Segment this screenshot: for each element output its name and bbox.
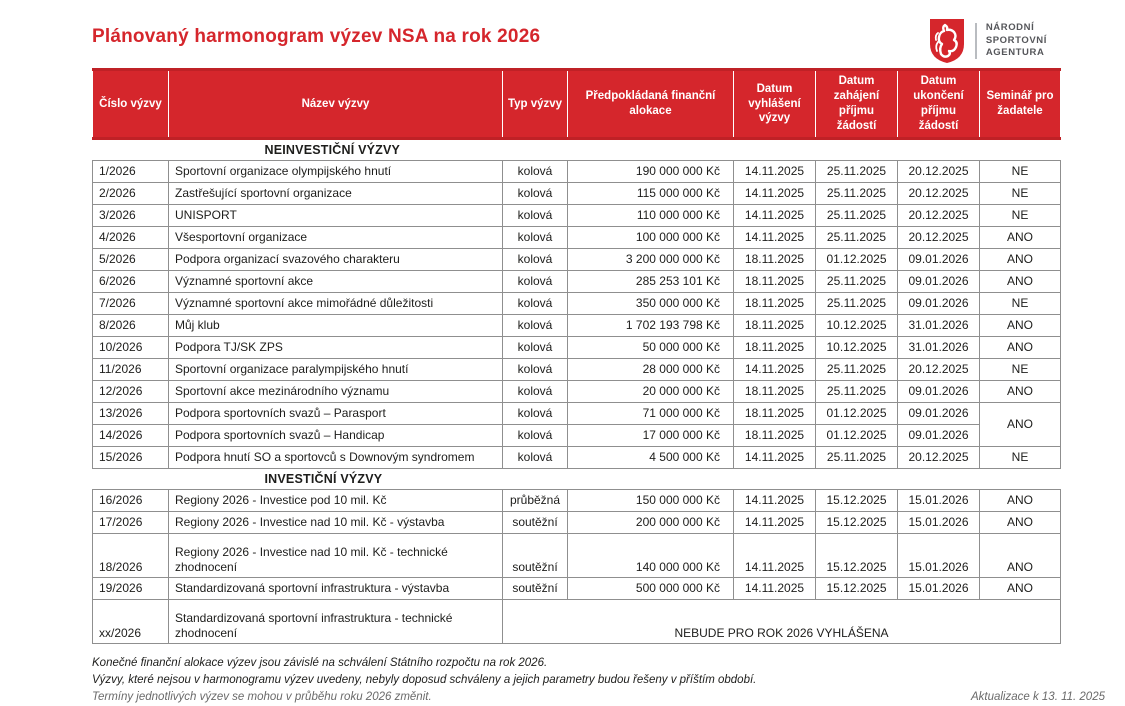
call-name: Zastřešující sportovní organizace [169, 183, 503, 205]
call-type: kolová [503, 425, 568, 447]
date-announced: 14.11.2025 [734, 161, 816, 183]
call-type: soutěžní [503, 534, 568, 578]
harmonogram-table [92, 68, 1061, 644]
call-allocation: 140 000 000 Kč [568, 534, 734, 578]
call-type: kolová [503, 359, 568, 381]
date-start: 25.11.2025 [816, 227, 898, 249]
call-name: Podpora TJ/SK ZPS [169, 337, 503, 359]
call-name: UNISPORT [169, 205, 503, 227]
nsa-logo [928, 18, 1047, 64]
call-number: 10/2026 [93, 337, 169, 359]
call-name: Regiony 2026 - Investice pod 10 mil. Kč [169, 490, 503, 512]
call-number: 18/2026 [93, 534, 169, 578]
date-end: 20.12.2025 [898, 205, 980, 227]
date-end: 09.01.2026 [898, 293, 980, 315]
col-header-datum-ukonceni: Datum ukončení příjmu žádostí [898, 70, 980, 139]
seminar-flag: ANO [980, 490, 1061, 512]
date-announced: 14.11.2025 [734, 447, 816, 469]
call-number: 4/2026 [93, 227, 169, 249]
call-name: Podpora sportovních svazů – Handicap [169, 425, 503, 447]
logo-line-2: SPORTOVNÍ [985, 34, 1047, 46]
call-type: kolová [503, 293, 568, 315]
call-allocation: 3 200 000 000 Kč [568, 249, 734, 271]
footnote-3-left: Termíny jednotlivých výzev se mohou v průběhu roku 2026 změnit. [92, 691, 432, 703]
date-announced: 18.11.2025 [734, 271, 816, 293]
date-announced: 18.11.2025 [734, 381, 816, 403]
call-type: soutěžní [503, 578, 568, 600]
date-end: 09.01.2026 [898, 249, 980, 271]
date-announced: 18.11.2025 [734, 315, 816, 337]
date-end: 20.12.2025 [898, 183, 980, 205]
seminar-flag: ANO [980, 534, 1061, 578]
col-header-typ-vyzvy: Typ výzvy [503, 70, 568, 139]
date-end: 15.01.2026 [898, 578, 980, 600]
seminar-flag: ANO [980, 381, 1061, 403]
date-start: 25.11.2025 [816, 271, 898, 293]
call-name: Sportovní organizace paralympijského hnutí [169, 359, 503, 381]
date-announced: 14.11.2025 [734, 512, 816, 534]
call-allocation: 110 000 000 Kč [568, 205, 734, 227]
call-type: soutěžní [503, 512, 568, 534]
logo-line-1: NÁRODNÍ [985, 22, 1035, 34]
call-number: 2/2026 [93, 183, 169, 205]
seminar-flag: ANO [980, 271, 1061, 293]
logo-line-3: AGENTURA [985, 47, 1045, 59]
call-name: Regiony 2026 - Investice nad 10 mil. Kč - technické zhodnocení [169, 534, 503, 578]
date-end: 15.01.2026 [898, 490, 980, 512]
date-end: 20.12.2025 [898, 161, 980, 183]
date-announced: 14.11.2025 [734, 227, 816, 249]
call-type: kolová [503, 249, 568, 271]
call-type: kolová [503, 271, 568, 293]
table-body [93, 139, 1061, 644]
date-end: 20.12.2025 [898, 447, 980, 469]
date-announced: 14.11.2025 [734, 490, 816, 512]
date-announced: 14.11.2025 [734, 183, 816, 205]
call-name: Regiony 2026 - Investice nad 10 mil. Kč - výstavba [169, 512, 503, 534]
call-allocation: 190 000 000 Kč [568, 161, 734, 183]
date-announced: 18.11.2025 [734, 425, 816, 447]
call-name: Podpora organizací svazového charakteru [169, 249, 503, 271]
call-name: Podpora sportovních svazů – Parasport [169, 403, 503, 425]
call-number: 13/2026 [93, 403, 169, 425]
call-number: 12/2026 [93, 381, 169, 403]
seminar-flag: ANO [980, 337, 1061, 359]
footnote-2: Výzvy, které nejsou v harmonogramu výzev uvedeny, nebyly doposud schváleny a jejich parametry budou řešeny v příštím období. [92, 674, 757, 686]
section-label: NEINVESTIČNÍ VÝZVY [93, 139, 1061, 161]
call-number: 6/2026 [93, 271, 169, 293]
table-header [93, 70, 1061, 139]
seminar-flag: ANO [980, 249, 1061, 271]
call-name: Významné sportovní akce [169, 271, 503, 293]
call-name: Významné sportovní akce mimořádné důležitosti [169, 293, 503, 315]
date-end: 09.01.2026 [898, 425, 980, 447]
call-type: kolová [503, 381, 568, 403]
seminar-flag: ANO [980, 227, 1061, 249]
date-start: 25.11.2025 [816, 205, 898, 227]
call-allocation: 350 000 000 Kč [568, 293, 734, 315]
call-name: Můj klub [169, 315, 503, 337]
call-name: Sportovní akce mezinárodního významu [169, 381, 503, 403]
call-type: kolová [503, 315, 568, 337]
call-number: xx/2026 [93, 600, 169, 644]
date-end: 15.01.2026 [898, 512, 980, 534]
call-type: kolová [503, 205, 568, 227]
seminar-flag: NE [980, 205, 1061, 227]
call-number: 8/2026 [93, 315, 169, 337]
call-number: 16/2026 [93, 490, 169, 512]
seminar-flag: ANO [980, 512, 1061, 534]
date-start: 15.12.2025 [816, 490, 898, 512]
col-header-seminar: Seminář pro žadatele [980, 70, 1061, 139]
page-title: Plánovaný harmonogram výzev NSA na rok 2026 [92, 26, 541, 47]
date-start: 25.11.2025 [816, 293, 898, 315]
seminar-flag: ANO [980, 403, 1061, 447]
date-end: 09.01.2026 [898, 271, 980, 293]
call-number: 17/2026 [93, 512, 169, 534]
call-type: průběžná [503, 490, 568, 512]
call-allocation: 17 000 000 Kč [568, 425, 734, 447]
col-header-financni-alokace: Předpokládaná finanční alokace [568, 70, 734, 139]
seminar-flag: NE [980, 447, 1061, 469]
call-number: 11/2026 [93, 359, 169, 381]
call-allocation: 100 000 000 Kč [568, 227, 734, 249]
date-start: 01.12.2025 [816, 403, 898, 425]
section-label: INVESTIČNÍ VÝZVY [93, 469, 1061, 490]
date-start: 25.11.2025 [816, 381, 898, 403]
date-end: 31.01.2026 [898, 315, 980, 337]
call-name: Podpora hnutí SO a sportovců s Downovým syndromem [169, 447, 503, 469]
call-name: Standardizovaná sportovní infrastruktura - technické zhodnocení [169, 600, 503, 644]
call-number: 15/2026 [93, 447, 169, 469]
seminar-flag: ANO [980, 315, 1061, 337]
call-name: Všesportovní organizace [169, 227, 503, 249]
call-allocation: 1 702 193 798 Kč [568, 315, 734, 337]
seminar-flag: NE [980, 183, 1061, 205]
call-number: 7/2026 [93, 293, 169, 315]
call-name: Sportovní organizace olympijského hnutí [169, 161, 503, 183]
date-announced: 18.11.2025 [734, 293, 816, 315]
date-end: 09.01.2026 [898, 403, 980, 425]
call-type: kolová [503, 161, 568, 183]
date-start: 25.11.2025 [816, 359, 898, 381]
seminar-flag: NE [980, 161, 1061, 183]
date-start: 25.11.2025 [816, 447, 898, 469]
date-start: 15.12.2025 [816, 512, 898, 534]
date-start: 10.12.2025 [816, 337, 898, 359]
call-type: kolová [503, 403, 568, 425]
seminar-flag: NE [980, 359, 1061, 381]
call-type: kolová [503, 183, 568, 205]
call-number: 19/2026 [93, 578, 169, 600]
date-start: 01.12.2025 [816, 249, 898, 271]
date-announced: 18.11.2025 [734, 337, 816, 359]
date-start: 15.12.2025 [816, 534, 898, 578]
call-number: 3/2026 [93, 205, 169, 227]
logo-wordmark [986, 22, 1047, 59]
date-announced: 18.11.2025 [734, 249, 816, 271]
footnote-3-right: Aktualizace k 13. 11. 2025 [970, 691, 1105, 703]
call-number: 5/2026 [93, 249, 169, 271]
date-end: 20.12.2025 [898, 359, 980, 381]
date-start: 15.12.2025 [816, 578, 898, 600]
date-start: 25.11.2025 [816, 183, 898, 205]
date-end: 15.01.2026 [898, 534, 980, 578]
call-allocation: 150 000 000 Kč [568, 490, 734, 512]
col-header-datum-zahajeni: Datum zahájení příjmu žádostí [816, 70, 898, 139]
date-announced: 14.11.2025 [734, 534, 816, 578]
call-allocation: 200 000 000 Kč [568, 512, 734, 534]
call-type: kolová [503, 227, 568, 249]
call-type: kolová [503, 447, 568, 469]
call-allocation: 28 000 000 Kč [568, 359, 734, 381]
call-name: Standardizovaná sportovní infrastruktura - výstavba [169, 578, 503, 600]
call-allocation: 20 000 000 Kč [568, 381, 734, 403]
date-announced: 14.11.2025 [734, 205, 816, 227]
col-header-datum-vyhlaseni: Datum vyhlášení výzvy [734, 70, 816, 139]
col-header-nazev-vyzvy: Název výzvy [169, 70, 503, 139]
call-allocation: 50 000 000 Kč [568, 337, 734, 359]
call-number: 14/2026 [93, 425, 169, 447]
seminar-flag: NE [980, 293, 1061, 315]
call-allocation: 4 500 000 Kč [568, 447, 734, 469]
date-announced: 14.11.2025 [734, 578, 816, 600]
col-header-cislo-vyzvy: Číslo výzvy [93, 70, 169, 139]
call-number: 1/2026 [93, 161, 169, 183]
footnote-3-clipped [92, 689, 1105, 703]
date-start: 10.12.2025 [816, 315, 898, 337]
date-end: 09.01.2026 [898, 381, 980, 403]
footnotes [92, 655, 1105, 703]
date-end: 31.01.2026 [898, 337, 980, 359]
czech-lion-shield-icon [928, 18, 966, 64]
footnote-1: Konečné finanční alokace výzev jsou závislé na schválení Státního rozpočtu na rok 2026. [92, 657, 548, 669]
call-allocation: 500 000 000 Kč [568, 578, 734, 600]
call-allocation: 285 253 101 Kč [568, 271, 734, 293]
date-start: 25.11.2025 [816, 161, 898, 183]
not-announced-note: NEBUDE PRO ROK 2026 VYHLÁŠENA [503, 600, 1061, 644]
call-allocation: 71 000 000 Kč [568, 403, 734, 425]
date-start: 01.12.2025 [816, 425, 898, 447]
date-announced: 14.11.2025 [734, 359, 816, 381]
call-allocation: 115 000 000 Kč [568, 183, 734, 205]
seminar-flag: ANO [980, 578, 1061, 600]
logo-divider [975, 23, 977, 59]
date-end: 20.12.2025 [898, 227, 980, 249]
date-announced: 18.11.2025 [734, 403, 816, 425]
call-type: kolová [503, 337, 568, 359]
